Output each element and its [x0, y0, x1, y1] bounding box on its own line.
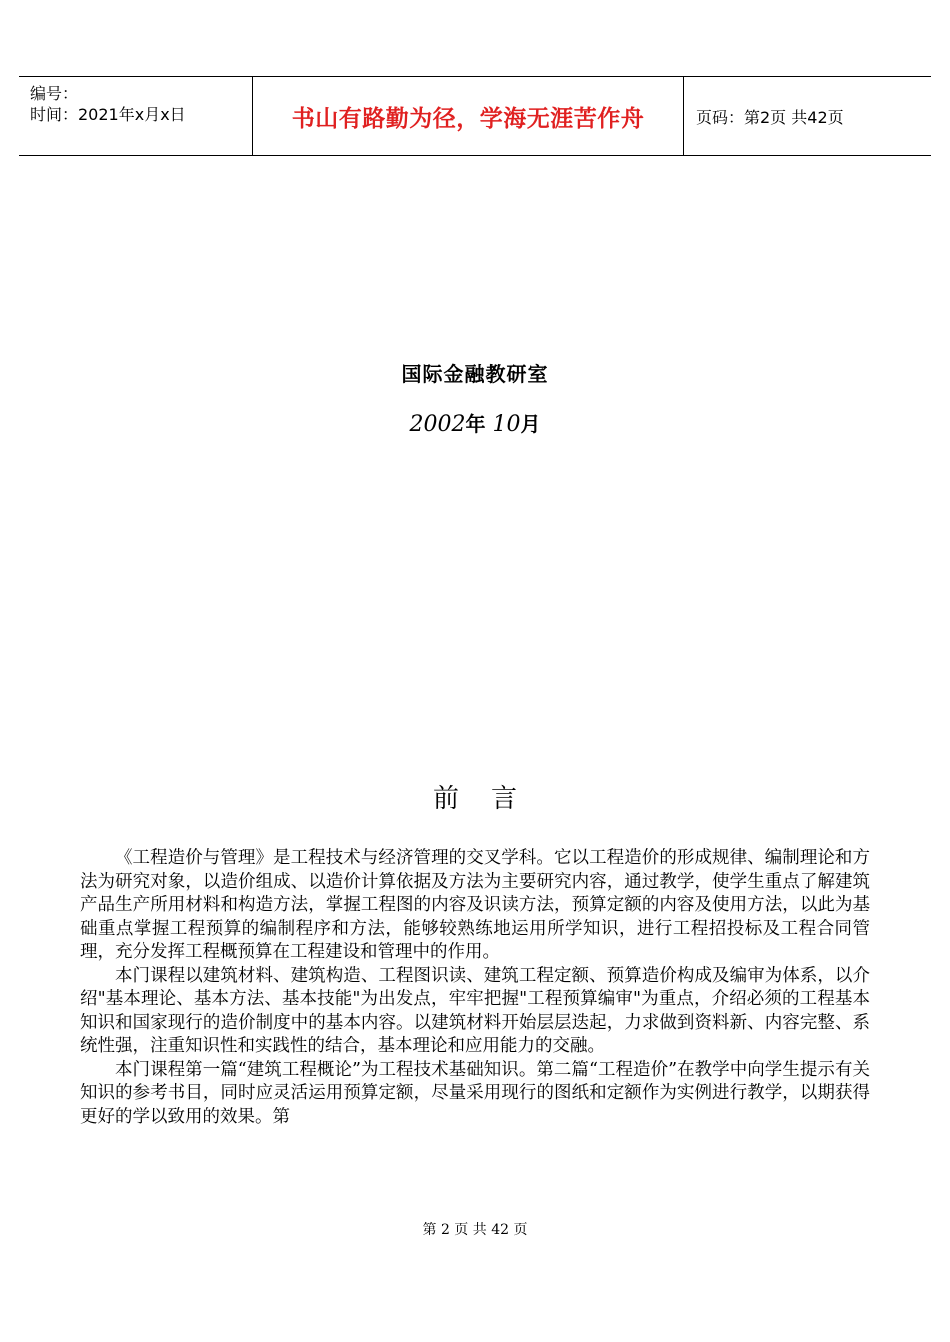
- organization-name: 国际金融教研室: [401, 362, 549, 386]
- preface-body: [80, 847, 870, 1129]
- cover-date: [0, 408, 950, 437]
- date-year: 2002: [409, 412, 466, 437]
- time-label: 时间：2021年x月x日: [30, 105, 186, 124]
- preface-paragraph-1: 《工程造价与管理》是工程技术与经济管理的交叉学科。它以工程造价的形成规律、编制理论和方法为研究对象，以造价组成、以造价计算依据及方法为主要研究内容，通过教学，使学生重点了解建筑产品生产所用材料和构造方法，掌握工程图的内容及识读方法，预算定额的内容及使用方法，以此为基础重点掌握工程预算的编制程序和方法，能够较熟练地运用所学知识，进行工程招投标及工程合同管理，充分发挥工程概预算在工程建设和管理中的作用。: [80, 848, 870, 962]
- motto-text: 书山有路勤为径，学海无涯苦作舟: [291, 105, 645, 132]
- header-meta-cell: [19, 77, 252, 155]
- header-page-cell: [684, 77, 931, 155]
- preface-title: 前言: [432, 784, 549, 814]
- header-motto-cell: [252, 77, 684, 155]
- date-month: 10: [492, 412, 521, 437]
- page-footer: 第 2 页 共 42 页: [422, 1222, 528, 1238]
- serial-label: 编号：: [30, 84, 79, 103]
- page-info: 页码：第2页 共42页: [696, 107, 844, 127]
- header-table: [19, 76, 931, 156]
- date-month-unit: 月: [520, 412, 541, 436]
- preface-paragraph-2: 本门课程以建筑材料、建筑构造、工程图识读、建筑工程定额、预算造价构成及编审为体系，以介绍"基本理论、基本方法、基本技能"为出发点，牢牢把握"工程预算编审"为重点，介绍必须的工程基本知识和国家现行的造价制度中的基本内容。以建筑材料开始层层迭起，力求做到资料新、内容完整、系统性强，注重知识性和实践性的结合，基本理论和应用能力的交融。: [80, 965, 870, 1056]
- preface-paragraph-3: 本门课程第一篇“建筑工程概论”为工程技术基础知识。第二篇“工程造价”在教学中向学生提示有关知识的参考书目，同时应灵活运用预算定额，尽量采用现行的图纸和定额作为实例进行教学，以期获得更好的学以致用的效果。第: [80, 1059, 870, 1127]
- date-year-unit: 年: [465, 412, 486, 436]
